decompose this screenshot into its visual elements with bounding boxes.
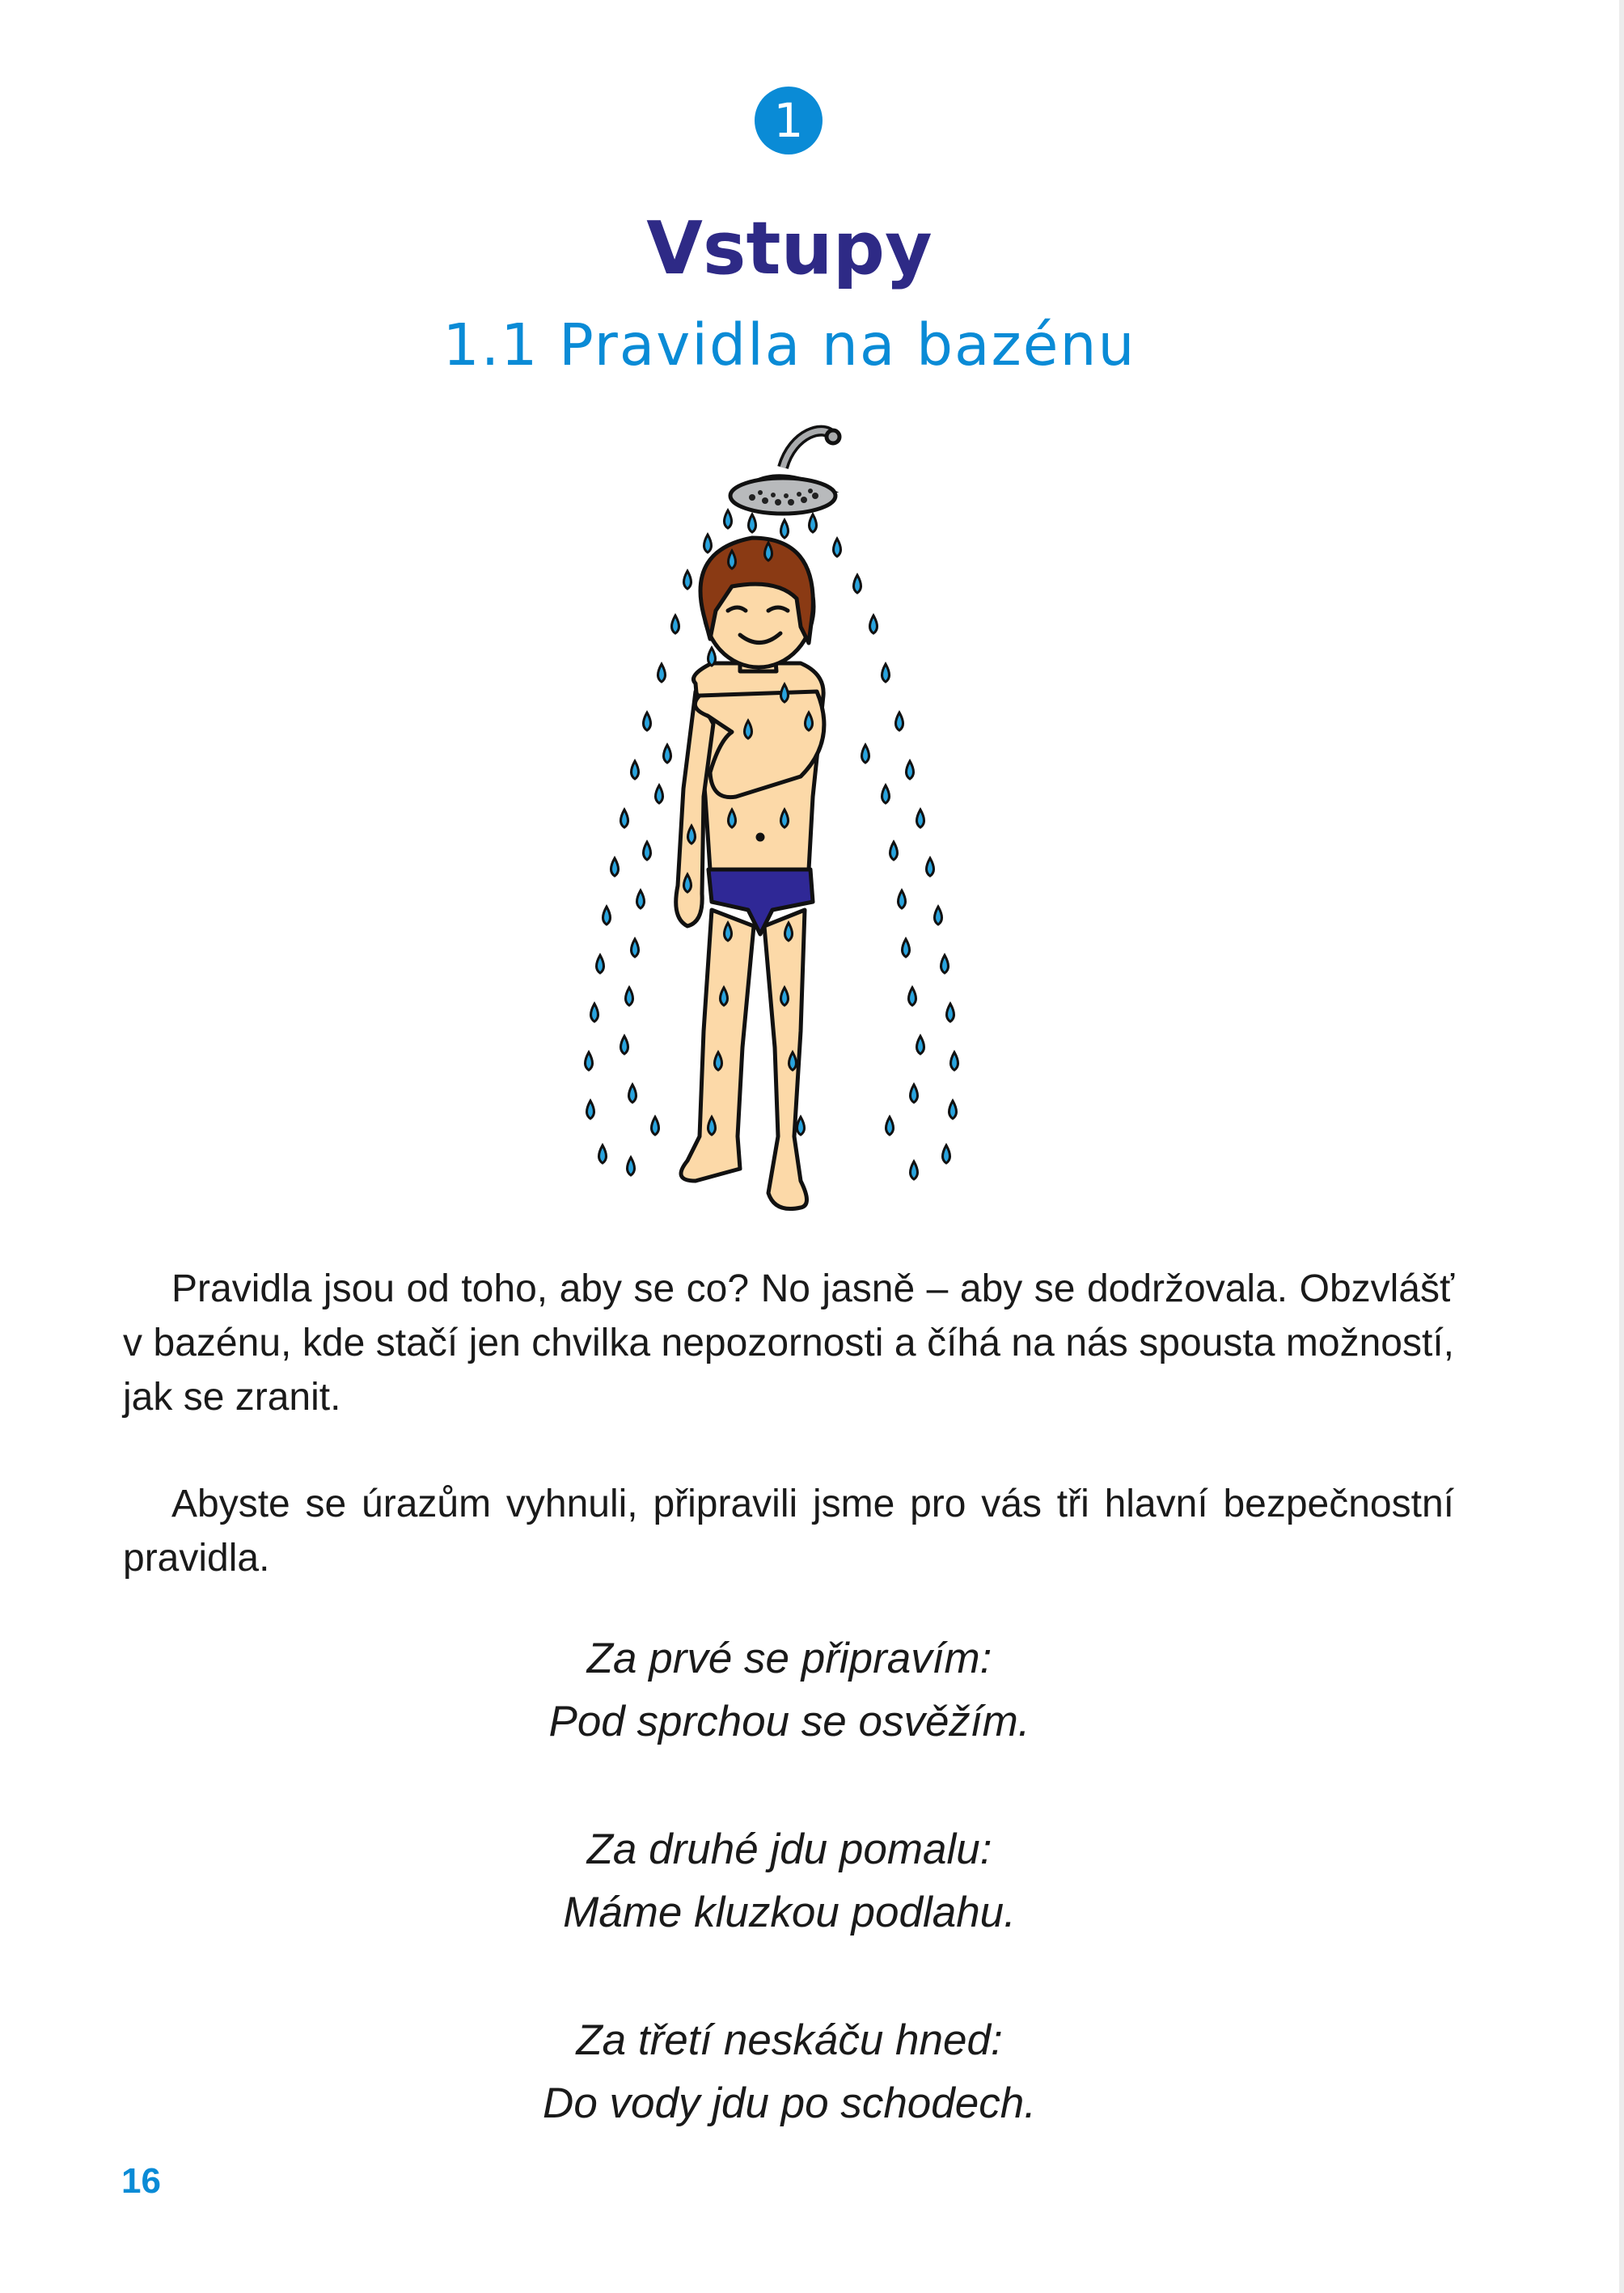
poem-stanza-3 (0, 2009, 1579, 2135)
page-edge (1619, 0, 1624, 2293)
boy-in-shower-illustration (566, 417, 987, 1221)
chapter-title: Vstupy (646, 206, 933, 291)
poem-line: Máme kluzkou podlahu. (563, 1889, 1016, 1936)
boy-figure (676, 538, 824, 1209)
poem-line: Za třetí neskáču hned: (576, 2016, 1003, 2064)
safety-rules-poem (0, 1627, 1579, 2200)
page-number: 16 (121, 2161, 161, 2201)
shower-head-icon (730, 430, 839, 514)
section-title: 1.1 Pravidla na bazénu (442, 311, 1136, 379)
poem-stanza-1 (0, 1627, 1579, 1754)
poem-line: Do vody jdu po schodech. (543, 2079, 1036, 2127)
poem-line: Za prvé se připravím: (586, 1635, 992, 1682)
intro-paragraph-2: Abyste se úrazům vyhnuli, připravili jsme pro vás tři hlavní bezpečnostní pravidla. (123, 1483, 1454, 1580)
intro-paragraph-1: Pravidla jsou od toho, aby se co? No jasně – aby se dodržovala. Obzvlášť v bazénu, kde stačí jen chvilka nepozornosti a číhá na nás spousta možností, jak se zranit. (123, 1267, 1454, 1419)
poem-line: Pod sprchou se osvěžím. (548, 1698, 1030, 1745)
poem-line: Za druhé jdu pomalu: (586, 1826, 992, 1873)
chapter-number-badge: 1 (755, 87, 823, 154)
poem-stanza-2 (0, 1818, 1579, 1944)
